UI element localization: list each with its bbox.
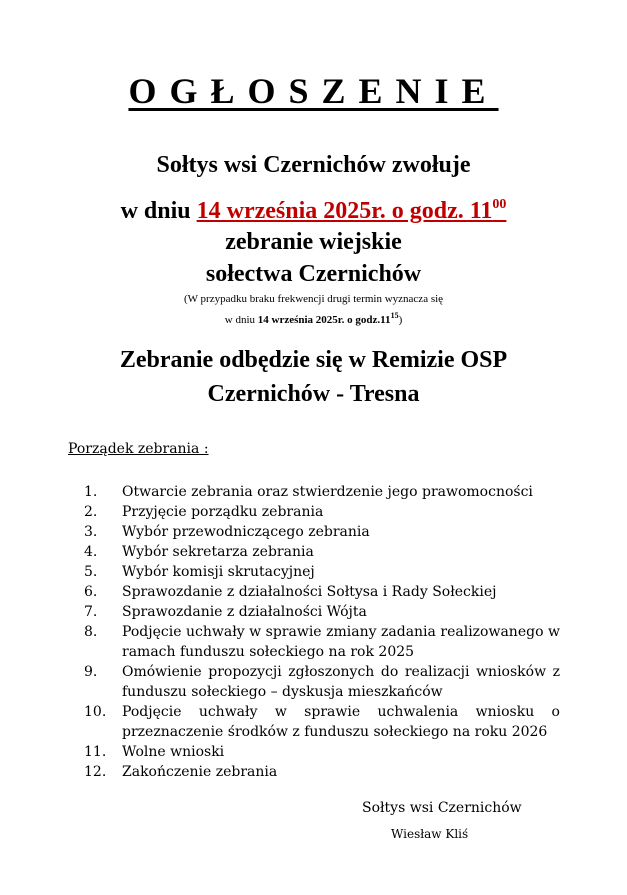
second-term-date: w dniu 14 września 2025r. o $godz.11^{15}$) (224, 311, 403, 326)
agenda-list (84, 482, 560, 782)
list-item: 3. Wybór przewodniczącego zebrania (84, 524, 370, 540)
list-item: 4. Wybór sekretarza zebrania (84, 544, 314, 560)
list-item: 7. Sprawozdanie z działalności Wójta (84, 604, 367, 620)
list-item: 8. Podjęcie uchwały w sprawie zmiany zadania realizowanego w ramach funduszu sołeckiego na rok 2025 (84, 624, 560, 660)
list-item: 2. Przyjęcie porządku zebrania (84, 504, 324, 520)
signature-role: Sołtys wsi Czernichów (362, 800, 522, 816)
meeting-date: 14 września 2025r. o godz. $11^{00}$ (196, 197, 507, 224)
list-item: 9. Omówienie propozycji zgłoszonych do realizacji wniosków z funduszu sołeckiego – dyskusja mieszkańców (84, 664, 560, 700)
date-line (0, 190, 627, 226)
convener-line: Sołtys wsi Czernichów zwołuje (156, 152, 471, 178)
meeting-type-line: zebranie wiejskie (225, 229, 402, 255)
page-title: OGŁOSZENIE (128, 71, 499, 111)
venue-line-2: Czernichów - Tresna (207, 381, 420, 407)
list-item: 5. Wybór komisji skrutacyjnej (84, 564, 315, 580)
signature-name: Wiesław Kliś (391, 827, 469, 841)
second-term-time: 14 września 2025r. o $godz.11^{15}$ (257, 311, 399, 326)
list-item: 6. Sprawozdanie z działalności Sołtysa i Rady Sołeckiej (84, 584, 497, 600)
second-term-note: (W przypadku braku frekwencji drugi termin wyznacza się (183, 293, 444, 305)
venue-line-1: Zebranie odbędzie się w Remizie OSP (119, 347, 508, 373)
list-item: 12. Zakończenie zebrania (84, 764, 278, 780)
list-item: 1. Otwarcie zebrania oraz stwierdzenie jego prawomocności (84, 484, 533, 500)
village-line: sołectwa Czernichów (205, 261, 422, 287)
date-prefix: w dniu (120, 198, 197, 224)
meeting-time-minutes: 00 (492, 197, 507, 212)
agenda-title: Porządek zebrania : (68, 441, 209, 457)
list-item: 10. Podjęcie uchwały w sprawie uchwalenia wniosku o przeznaczenie środków z funduszu sołeckiego na roku 2026 (84, 704, 560, 740)
list-item: 11. Wolne wnioski (84, 744, 225, 760)
